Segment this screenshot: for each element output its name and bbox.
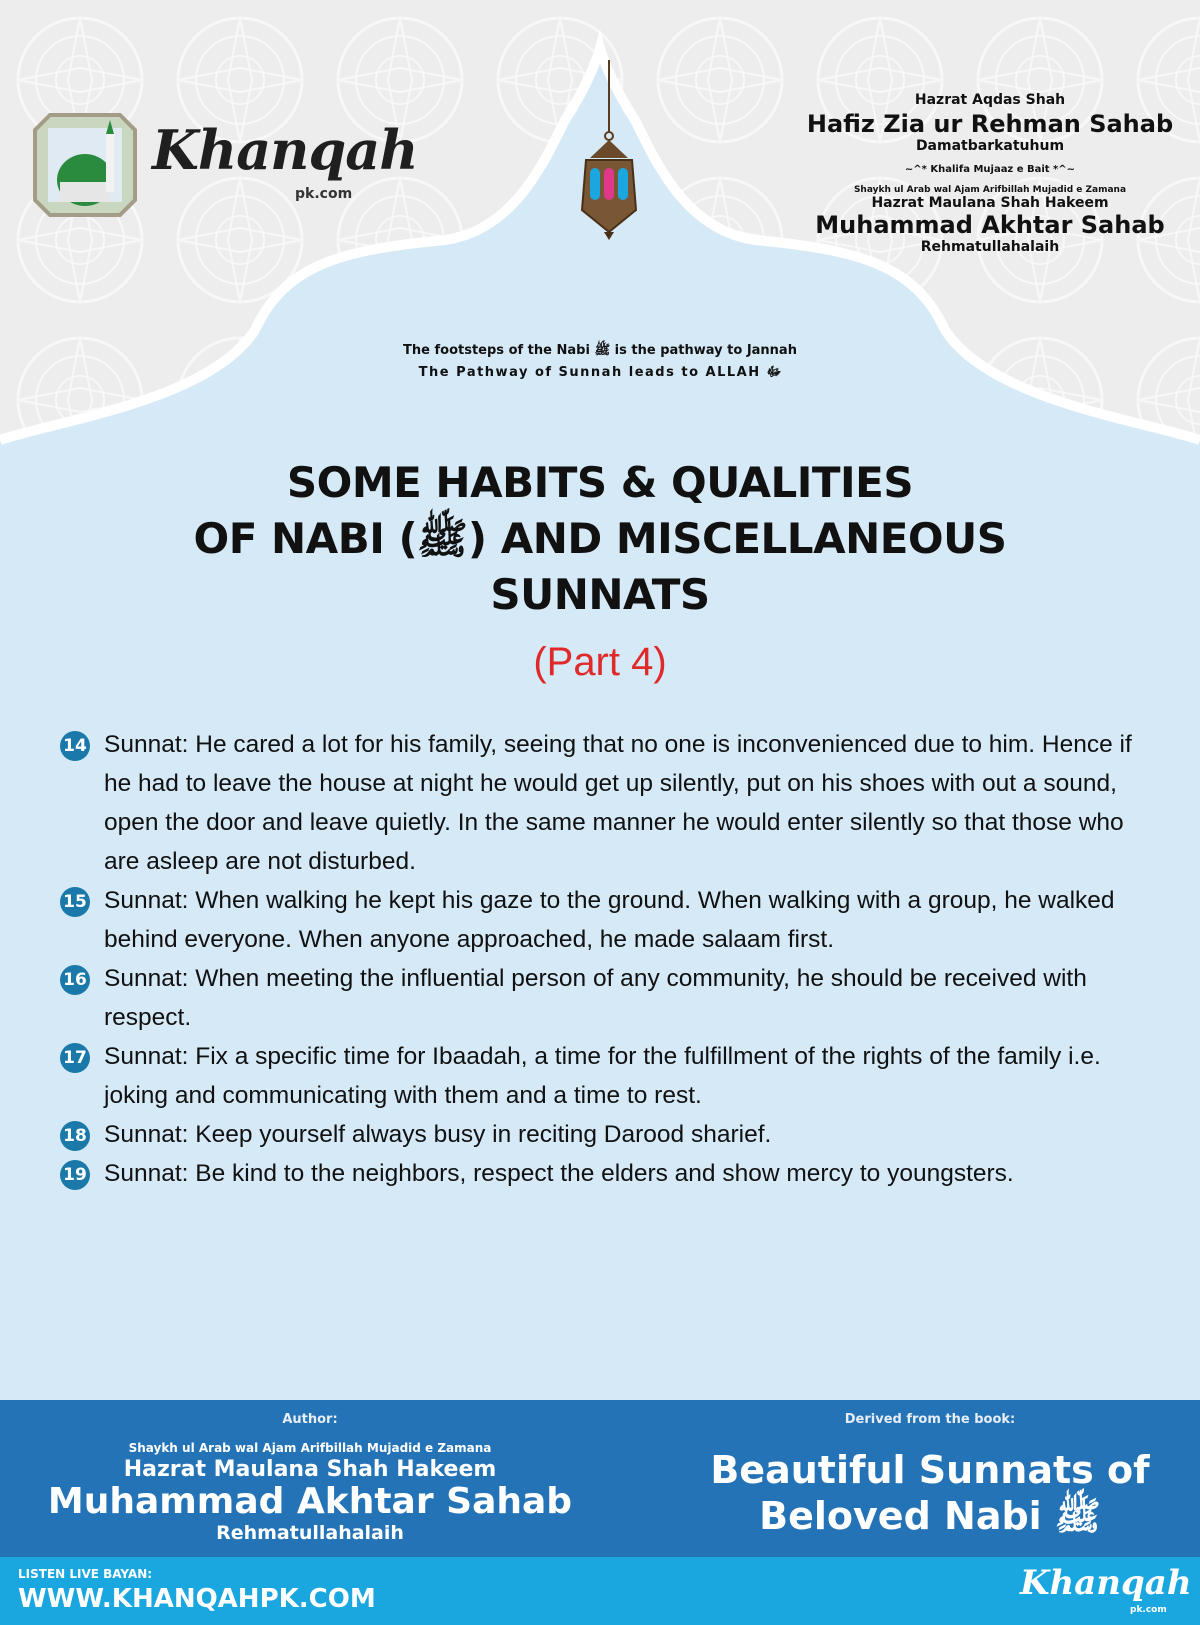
item-text: Sunnat: Be kind to the neighbors, respect the elders and show mercy to youngsters. xyxy=(104,1160,1014,1187)
item-text: Sunnat: When walking he kept his gaze to the ground. When walking with a group, he walked behind everyone. When anyone approached, he made salaam first. xyxy=(104,887,1115,953)
author-block xyxy=(20,1412,600,1544)
listen-label: LISTEN LIVE BAYAN: xyxy=(18,1567,153,1581)
mosque-dome-icon xyxy=(30,110,140,220)
item-text: Sunnat: He cared a lot for his family, seeing that no one is inconvenienced due to him. Hence if he had to leave the house at night he would get up silently, put on his shoes with out a sound, open the door and leave quietly. In the same manner he would enter silently so that those who are asleep are not disturbed. xyxy=(104,731,1132,875)
sunnat-list xyxy=(60,725,1150,1193)
website-link[interactable]: WWW.KHANQAHPK.COM xyxy=(18,1584,376,1614)
lantern-icon xyxy=(578,60,640,240)
author-line-4: Rehmatullahalaih xyxy=(216,1522,404,1544)
list-item xyxy=(60,881,1150,959)
tagline-line-1: The footsteps of the Nabi ﷺ is the pathway to Jannah xyxy=(403,343,797,358)
item-text: Sunnat: Fix a specific time for Ibaadah, a time for the fulfillment of the rights of the family i.e. joking and communicating with them and a time to rest. xyxy=(104,1043,1101,1109)
list-item xyxy=(60,725,1150,881)
author-name: Muhammad Akhtar Sahab xyxy=(47,1481,573,1522)
item-number-badge: 16 xyxy=(60,965,90,995)
page-title xyxy=(60,455,1140,623)
header-line-4: ~^* Khalifa Mujaaz e Bait *^~ xyxy=(904,164,1076,175)
title-line-1: SOME HABITS & QUALITIES xyxy=(286,458,914,507)
author-label: Author: xyxy=(282,1412,338,1427)
header-line-8: Rehmatullahalaih xyxy=(920,239,1060,255)
list-item xyxy=(60,1115,1150,1154)
tagline xyxy=(300,340,900,384)
header-name-2: Muhammad Akhtar Sahab xyxy=(815,211,1165,239)
footer-logo[interactable]: Khanqah xyxy=(1020,1563,1192,1603)
item-text: Sunnat: When meeting the influential person of any community, he should be received with respect. xyxy=(104,965,1087,1031)
item-number-badge: 17 xyxy=(60,1043,90,1073)
item-number-badge: 14 xyxy=(60,731,90,761)
header-line-5: Shaykh ul Arab wal Ajam Arifbillah Mujadid e Zamana xyxy=(853,185,1127,195)
header-line-6: Hazrat Maulana Shah Hakeem xyxy=(871,195,1109,211)
footer-logo-domain: pk.com xyxy=(1130,1605,1167,1615)
bottom-bar xyxy=(0,1557,1200,1625)
item-text: Sunnat: Keep yourself always busy in reciting Darood sharief. xyxy=(104,1121,772,1148)
header-line-3: Damatbarkatuhum xyxy=(915,138,1065,154)
title-line-3: SUNNATS xyxy=(490,570,710,619)
list-item xyxy=(60,1037,1150,1115)
list-item xyxy=(60,959,1150,1037)
list-item xyxy=(60,1154,1150,1193)
book-title xyxy=(680,1447,1180,1539)
book-title-line-1: Beautiful Sunnats of xyxy=(710,1448,1150,1492)
derived-label: Derived from the book: xyxy=(844,1412,1016,1427)
author-line-2: Hazrat Maulana Shah Hakeem xyxy=(123,1457,497,1482)
author-line-1: Shaykh ul Arab wal Ajam Arifbillah Mujadid e Zamana xyxy=(128,1441,492,1455)
book-title-line-2: Beloved Nabi ﷺ xyxy=(759,1494,1101,1538)
logo-domain: pk.com xyxy=(295,186,353,202)
item-number-badge: 18 xyxy=(60,1121,90,1151)
logo-name: Khanqah xyxy=(152,118,418,182)
tagline-line-2: The Pathway of Sunnah leads to ALLAH ﷻ xyxy=(418,365,782,380)
item-number-badge: 15 xyxy=(60,887,90,917)
book-block xyxy=(680,1412,1180,1539)
header-name-1: Hafiz Zia ur Rehman Sahab xyxy=(806,110,1174,138)
title-line-2: OF NABI (ﷺ) AND MISCELLANEOUS xyxy=(193,514,1007,563)
part-label: (Part 4) xyxy=(533,640,667,684)
header-line-1: Hazrat Aqdas Shah xyxy=(914,92,1066,108)
header-credits xyxy=(790,92,1190,255)
khanqah-logo[interactable] xyxy=(30,110,418,220)
footer xyxy=(0,1400,1200,1557)
item-number-badge: 19 xyxy=(60,1160,90,1190)
